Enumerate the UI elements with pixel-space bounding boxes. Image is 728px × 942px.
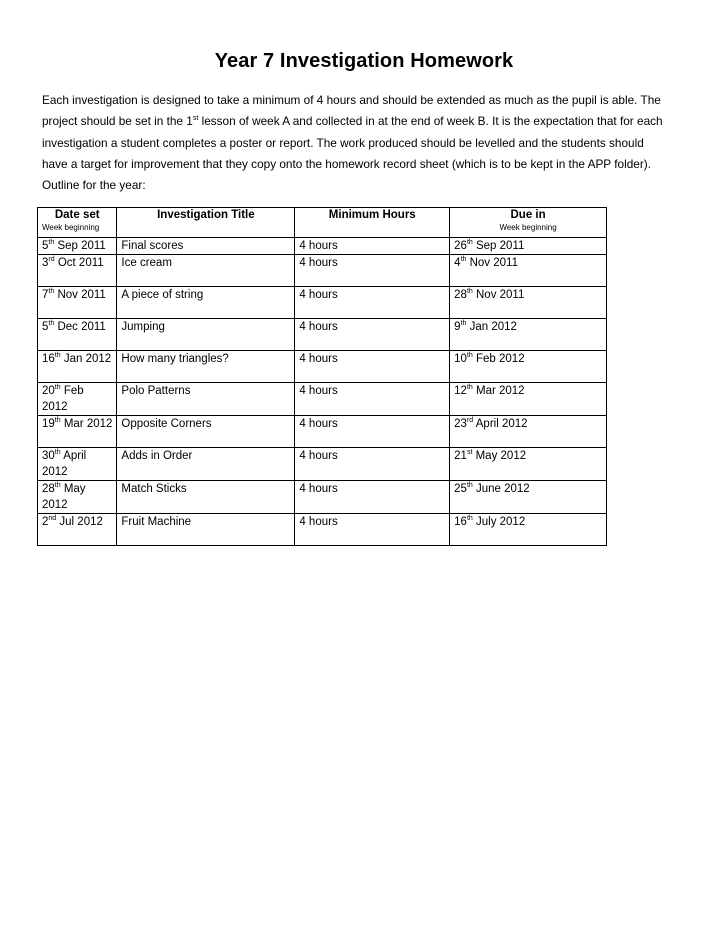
cell-date-set-suffix: th [54,384,61,392]
cell-title: Match Sticks [117,481,295,514]
cell-due-in-day: 23 [454,418,467,430]
table-row [38,319,607,351]
cell-due-in-suffix: th [466,515,473,523]
intro-line-2-sup: st [192,115,199,123]
cell-date-set [38,514,117,546]
table-header-row [38,208,607,238]
header-hours: Minimum Hours [295,208,450,238]
cell-hours: 4 hours [295,416,450,448]
table-row [38,255,607,287]
cell-due-in [450,481,607,514]
cell-date-set-rest: Jan 2012 [60,353,112,365]
cell-due-in-day: 16 [454,516,467,528]
intro-line-4: have a target for improvement that they copy onto the homework record sheet (which is to be kept in the APP folder). [42,156,651,171]
cell-date-set [38,319,117,351]
intro-line-2 [42,111,692,132]
cell-date-set-day: 20 [42,385,55,397]
intro-line-1: Each investigation is designed to take a minimum of 4 hours and should be extended as much as the pupil is able. The [42,93,661,107]
cell-due-in-day: 21 [454,450,467,462]
cell-date-set-day: 7 [42,289,49,301]
cell-hours: 4 hours [295,383,450,416]
cell-due-in-suffix: th [466,482,473,490]
cell-date-set-day: 2 [42,516,49,528]
cell-due-in-suffix: th [460,320,467,328]
cell-due-in-rest: May 2012 [472,450,527,462]
table-row [38,514,607,546]
intro-line-3: investigation a student completes a poster or report. The work produced should be levelled and the students should [42,135,644,150]
cell-due-in [450,287,607,319]
cell-due-in-rest: July 2012 [472,516,526,528]
cell-date-set-suffix: th [48,239,55,247]
table-row [38,351,607,383]
cell-date-set-rest: May 2012 [42,483,86,511]
cell-title: A piece of string [117,287,295,319]
cell-due-in-rest: Mar 2012 [472,385,525,397]
cell-due-in-suffix: th [466,288,473,296]
cell-date-set-day: 30 [42,450,55,462]
cell-date-set-day: 5 [42,240,49,252]
cell-date-set [38,255,117,287]
table-row [38,448,607,481]
cell-due-in-suffix: th [460,256,467,264]
cell-date-set-day: 3 [42,257,49,269]
cell-due-in-rest: Sep 2011 [472,240,525,252]
page-title: Year 7 Investigation Homework [214,50,514,72]
cell-due-in-day: 25 [454,483,467,495]
cell-date-set-suffix: nd [48,515,57,523]
cell-date-set-rest: Oct 2011 [54,257,104,269]
cell-date-set-suffix: rd [48,256,55,264]
cell-date-set-day: 19 [42,418,55,430]
cell-date-set-day: 28 [42,483,55,495]
cell-hours: 4 hours [295,255,450,287]
table-row [38,238,607,255]
cell-title: Final scores [117,238,295,255]
cell-date-set-rest: Sep 2011 [54,240,106,252]
cell-due-in-day: 26 [454,240,467,252]
cell-date-set [38,238,117,255]
header-due-sub: Week beginning [499,223,557,232]
cell-date-set [38,351,117,383]
cell-date-set-rest: April 2012 [42,450,87,478]
cell-due-in-day: 12 [454,385,467,397]
cell-date-set-suffix: th [54,449,61,457]
cell-date-set-rest: Nov 2011 [54,289,106,301]
cell-due-in-rest: June 2012 [472,483,530,495]
table-row [38,287,607,319]
cell-due-in [450,416,607,448]
intro-paragraph [42,90,692,175]
cell-hours: 4 hours [295,238,450,255]
header-date-set-label: Date set [54,209,100,221]
cell-due-in-rest: Nov 2011 [466,257,518,269]
cell-due-in [450,351,607,383]
header-title: Investigation Title [117,208,295,238]
cell-title: How many triangles? [117,351,295,383]
cell-date-set-suffix: th [54,482,61,490]
cell-date-set [38,481,117,514]
cell-title: Opposite Corners [117,416,295,448]
cell-date-set-rest: Jul 2012 [56,516,103,528]
cell-due-in-rest: April 2012 [473,418,528,430]
cell-due-in [450,383,607,416]
cell-due-in [450,319,607,351]
cell-due-in [450,448,607,481]
cell-due-in [450,255,607,287]
cell-date-set-suffix: th [48,288,55,296]
header-due-label: Due in [510,209,546,221]
table-row [38,481,607,514]
cell-title: Jumping [117,319,295,351]
cell-title: Polo Patterns [117,383,295,416]
cell-title: Ice cream [117,255,295,287]
cell-date-set-rest: Dec 2011 [54,321,106,333]
cell-date-set-suffix: th [54,417,61,425]
cell-due-in-suffix: rd [466,417,474,425]
cell-date-set-suffix: th [54,352,61,360]
cell-date-set [38,448,117,481]
cell-date-set-day: 5 [42,321,49,333]
cell-date-set [38,383,117,416]
cell-due-in-rest: Jan 2012 [466,321,517,333]
cell-due-in-suffix: th [466,352,473,360]
cell-date-set-suffix: th [48,320,55,328]
cell-date-set-rest: Mar 2012 [60,418,113,430]
cell-due-in-day: 4 [454,257,461,269]
cell-date-set [38,287,117,319]
cell-hours: 4 hours [295,287,450,319]
cell-hours: 4 hours [295,514,450,546]
outline-label: Outline for the year: [42,178,146,192]
cell-title: Adds in Order [117,448,295,481]
cell-due-in-suffix: st [466,449,473,457]
cell-hours: 4 hours [295,481,450,514]
header-date-set-sub: Week beginning [42,223,100,232]
cell-due-in-day: 28 [454,289,467,301]
cell-due-in [450,514,607,546]
cell-date-set-day: 16 [42,353,55,365]
table-row [38,383,607,416]
cell-date-set [38,416,117,448]
intro-line-2-after: lesson of week A and collected in at the end of week B. It is the expectation that for each [198,114,663,129]
cell-due-in-rest: Nov 2011 [472,289,525,301]
cell-due-in-rest: Feb 2012 [472,353,525,365]
cell-hours: 4 hours [295,319,450,351]
cell-hours: 4 hours [295,448,450,481]
cell-due-in [450,238,607,255]
cell-hours: 4 hours [295,351,450,383]
header-due [450,208,607,238]
header-date-set [38,208,117,238]
table-row [38,416,607,448]
cell-date-set-rest: Feb 2012 [42,385,84,413]
cell-due-in-day: 9 [454,321,461,333]
cell-due-in-day: 10 [454,353,467,365]
schedule-table [37,207,607,546]
cell-due-in-suffix: th [466,384,473,392]
cell-title: Fruit Machine [117,514,295,546]
cell-due-in-suffix: th [466,239,473,247]
intro-line-2-before: project should be set in the 1 [42,114,193,129]
